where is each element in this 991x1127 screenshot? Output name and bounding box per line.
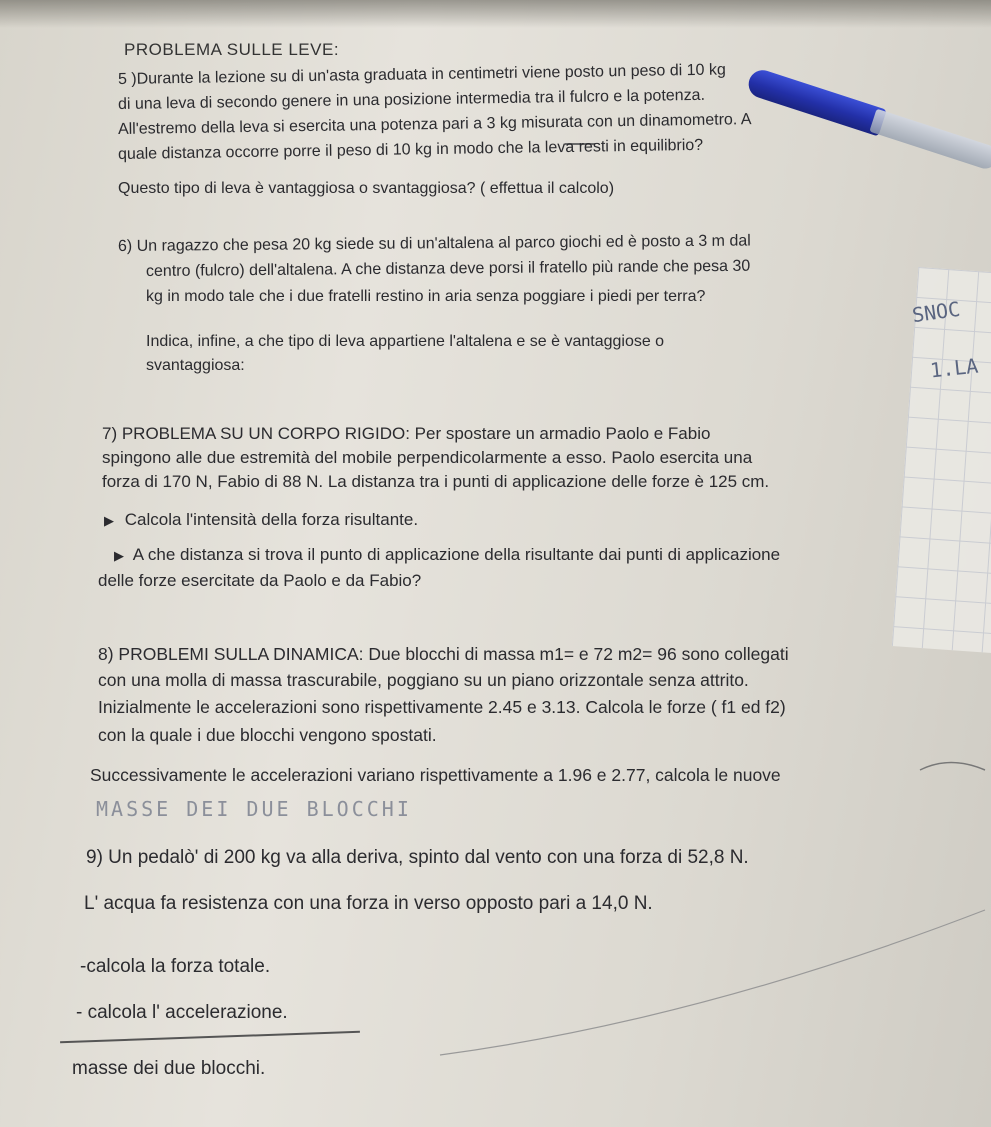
p9-line-2: L' acqua fa resistenza con una forza in verso opposto pari a 14,0 N.	[84, 893, 653, 914]
p5-question: Questo tipo di leva è vantaggiosa o svantaggiosa? ( effettua il calcolo)	[118, 180, 615, 197]
p7-line-3: forza di 170 N, Fabio di 88 N. La distanza tra i punti di applicazione delle forze è 125 cm.	[102, 472, 770, 491]
p8-handwritten-note: MASSE DEI DUE BLOCCHI	[96, 797, 412, 821]
section-header: PROBLEMA SULLE LEVE:	[124, 40, 340, 59]
p8-line-4: con la quale i due blocchi vengono spostati.	[98, 725, 437, 745]
top-shadow	[0, 0, 991, 28]
p6-line-3: kg in modo tale che i due fratelli restino in aria senza poggiare i piedi per terra?	[146, 288, 706, 305]
p6-line-4: Indica, infine, a che tipo di leva appartiene l'altalena e se è vantaggiose o	[146, 333, 665, 350]
p6-line-5: svantaggiosa:	[146, 357, 245, 374]
ballpoint-pen	[744, 61, 991, 176]
p8-line-1: 8) PROBLEMI SULLA DINAMICA: Due blocchi di massa m1= e 72 m2= 96 sono collegati	[98, 644, 789, 664]
margin-note-2: 1.LA	[928, 353, 980, 383]
p9-line-1: 9) Un pedalò' di 200 kg va alla deriva, spinto dal vento con una forza di 52,8 N.	[86, 847, 749, 868]
p9-rule	[60, 1031, 360, 1043]
bullet-arrow-icon: ▶	[104, 513, 114, 528]
p7-bullet-1	[104, 510, 418, 530]
p9-line-5: masse dei due blocchi.	[72, 1058, 266, 1079]
p8-line-5: Successivamente le accelerazioni variano rispettivamente a 1.96 e 2.77, calcola le nuove	[90, 765, 781, 785]
p9-line-4: - calcola l' accelerazione.	[76, 1002, 288, 1023]
p5-line-3: All'estremo della leva si esercita una potenza pari a 3 kg misurata con un dinamometro. A	[117, 111, 752, 138]
p5-line-2: di una leva di secondo genere in una posizione intermedia tra il fulcro e la potenza.	[117, 86, 706, 113]
margin-note-1: SNOC	[910, 296, 962, 328]
p8-line-2: con una molla di massa trascurabile, poggiano su un piano orizzontale senza attrito.	[98, 670, 749, 690]
p8-line-3: Inizialmente le accelerazioni sono rispettivamente 2.45 e 3.13. Calcola le forze ( f1 ed f2)	[98, 697, 786, 717]
p5-line-1: 5 )Durante la lezione su di un'asta graduata in centimetri viene posto un peso di 10 kg	[117, 61, 726, 88]
p7-line-1: 7) PROBLEMA SU UN CORPO RIGIDO: Per spostare un armadio Paolo e Fabio	[102, 424, 711, 443]
p5-line-4: quale distanza occorre porre il peso di 10 kg in modo che la leva resti in equilibrio?	[117, 136, 704, 163]
p9-line-3: -calcola la forza totale.	[80, 956, 271, 977]
p7-bullet-1-text: Calcola l'intensità della forza risultante.	[124, 510, 419, 529]
p7-bullet-2	[114, 545, 780, 565]
p6-line-1: 6) Un ragazzo che pesa 20 kg siede su di un'altalena al parco giochi ed è posto a 3 m dal	[117, 232, 751, 255]
p7-bullet-2-text: A che distanza si trova il punto di applicazione della risultante dai punti di applicazione	[132, 545, 781, 564]
p7-line-6: delle forze esercitate da Paolo e da Fabio?	[98, 571, 422, 590]
p7-line-2: spingono alle due estremità del mobile perpendicolarmente a esso. Paolo esercita una	[102, 448, 753, 467]
grid-paper-corner	[892, 267, 991, 653]
bullet-arrow-icon: ▶	[114, 548, 124, 563]
p6-line-2: centro (fulcro) dell'altalena. A che distanza deve porsi il fratello più rande che pesa 30	[145, 257, 751, 280]
